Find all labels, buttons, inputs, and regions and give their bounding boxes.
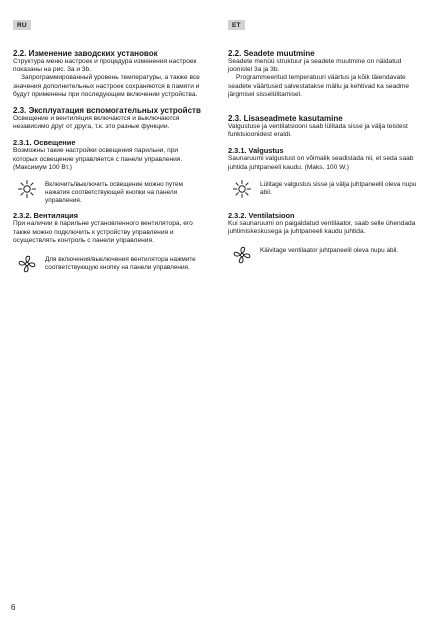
page-number: 6 [11, 603, 16, 612]
section-2-3-title: 2.3. Lisaseadmete kasutamine [228, 114, 343, 124]
section-2-3-1-title: 2.3.1. Освещение [13, 138, 76, 148]
column-estonian [228, 14, 424, 265]
section-2-3-paragraph: Valgustuse ja ventilatsiooni saab lülitada sisse ja välja teistest funktsioonidest eraldi. [228, 123, 408, 139]
column-russian [13, 14, 203, 274]
section-2-3-title: 2.3. Эксплуатация вспомогательных устройств [13, 106, 201, 116]
light-bulb-icon [17, 179, 37, 199]
section-2-2-title: 2.2. Изменение заводских установок [13, 49, 158, 58]
section-2-3-1-paragraph: Возможны такие настройки освещения парильни, при которых освещение управляется с панели управления. (Максимум 100 Вт.) [13, 147, 183, 171]
light-note-text: Lülitage valgustus sisse ja välja juhtpaneelil oleva nupu abil. [260, 180, 417, 196]
light-bulb-icon [232, 179, 252, 199]
section-2-3-1-title: 2.3.1. Valgustus [228, 146, 284, 156]
language-tag: RU [13, 20, 31, 30]
language-tag: ET [228, 20, 245, 30]
fan-note-text: Для включения/выключения вентилятора нажмите соответствующую кнопку на панели управления. [45, 256, 196, 271]
section-2-3-2-paragraph: Kui saunaruumi on paigaldatud ventilaator, saab selle ühendada juhtimiskeskusega ja juhtpaneeli kaudu juhtida. [228, 219, 416, 236]
fan-note-text: Käivitage ventilaator juhtpaneelil oleva nupu abil. [260, 247, 399, 255]
section-2-2-paragraph: Структура меню настроек и процедура изменения настроек показаны на рис. 3а и 3b. [13, 58, 197, 74]
light-note [228, 179, 424, 199]
section-2-2-paragraph: Запрограммированный уровень температуры, а также все значения дополнительных настроек сохраняются в памяти и будут применены при последующем включении устройства. [13, 74, 200, 98]
section-2-3-2-title: 2.3.2. Ventilatsioon [228, 210, 295, 220]
section-2-2-paragraph: Programmeeritud temperatuuri väärtus ja kõik täiendavate seadete väärtused salvestatakse mällu ja kehtivad ka seadme järgmisel sisselülitamisel. [228, 74, 410, 98]
section-2-2-title: 2.2. Seadete muutmine [228, 49, 315, 58]
fan-note [228, 245, 424, 265]
light-note [13, 179, 203, 204]
section-2-3-paragraph: Освещение и вентиляция включаются и выключаются независимо друг от друга, т.к. это разные функции. [13, 115, 180, 131]
section-2-3-1-paragraph: Saunaruumi valgustust on võimalik seadistada nii, et seda saab juhtida juhtpaneeli kaudu. (Maks. 100 W.) [228, 155, 414, 171]
fan-note [13, 254, 203, 274]
fan-icon [17, 254, 37, 274]
light-note-text: Включить/выключить освещение можно путем нажатия соответствующей кнопки на панели управления. [45, 181, 183, 204]
section-2-3-2-paragraph: При наличии в парильне установленного вентилятора, его также можно подключить к устройству управления и осуществлять контроль с панели управления. [13, 220, 193, 244]
section-2-3-2-title: 2.3.2. Вентиляция [13, 211, 79, 221]
fan-icon [232, 245, 252, 265]
section-2-2-paragraph: Seadete menüü struktuur ja seadete muutmine on näidatud joonistel 3a ja 3b. [228, 58, 402, 74]
